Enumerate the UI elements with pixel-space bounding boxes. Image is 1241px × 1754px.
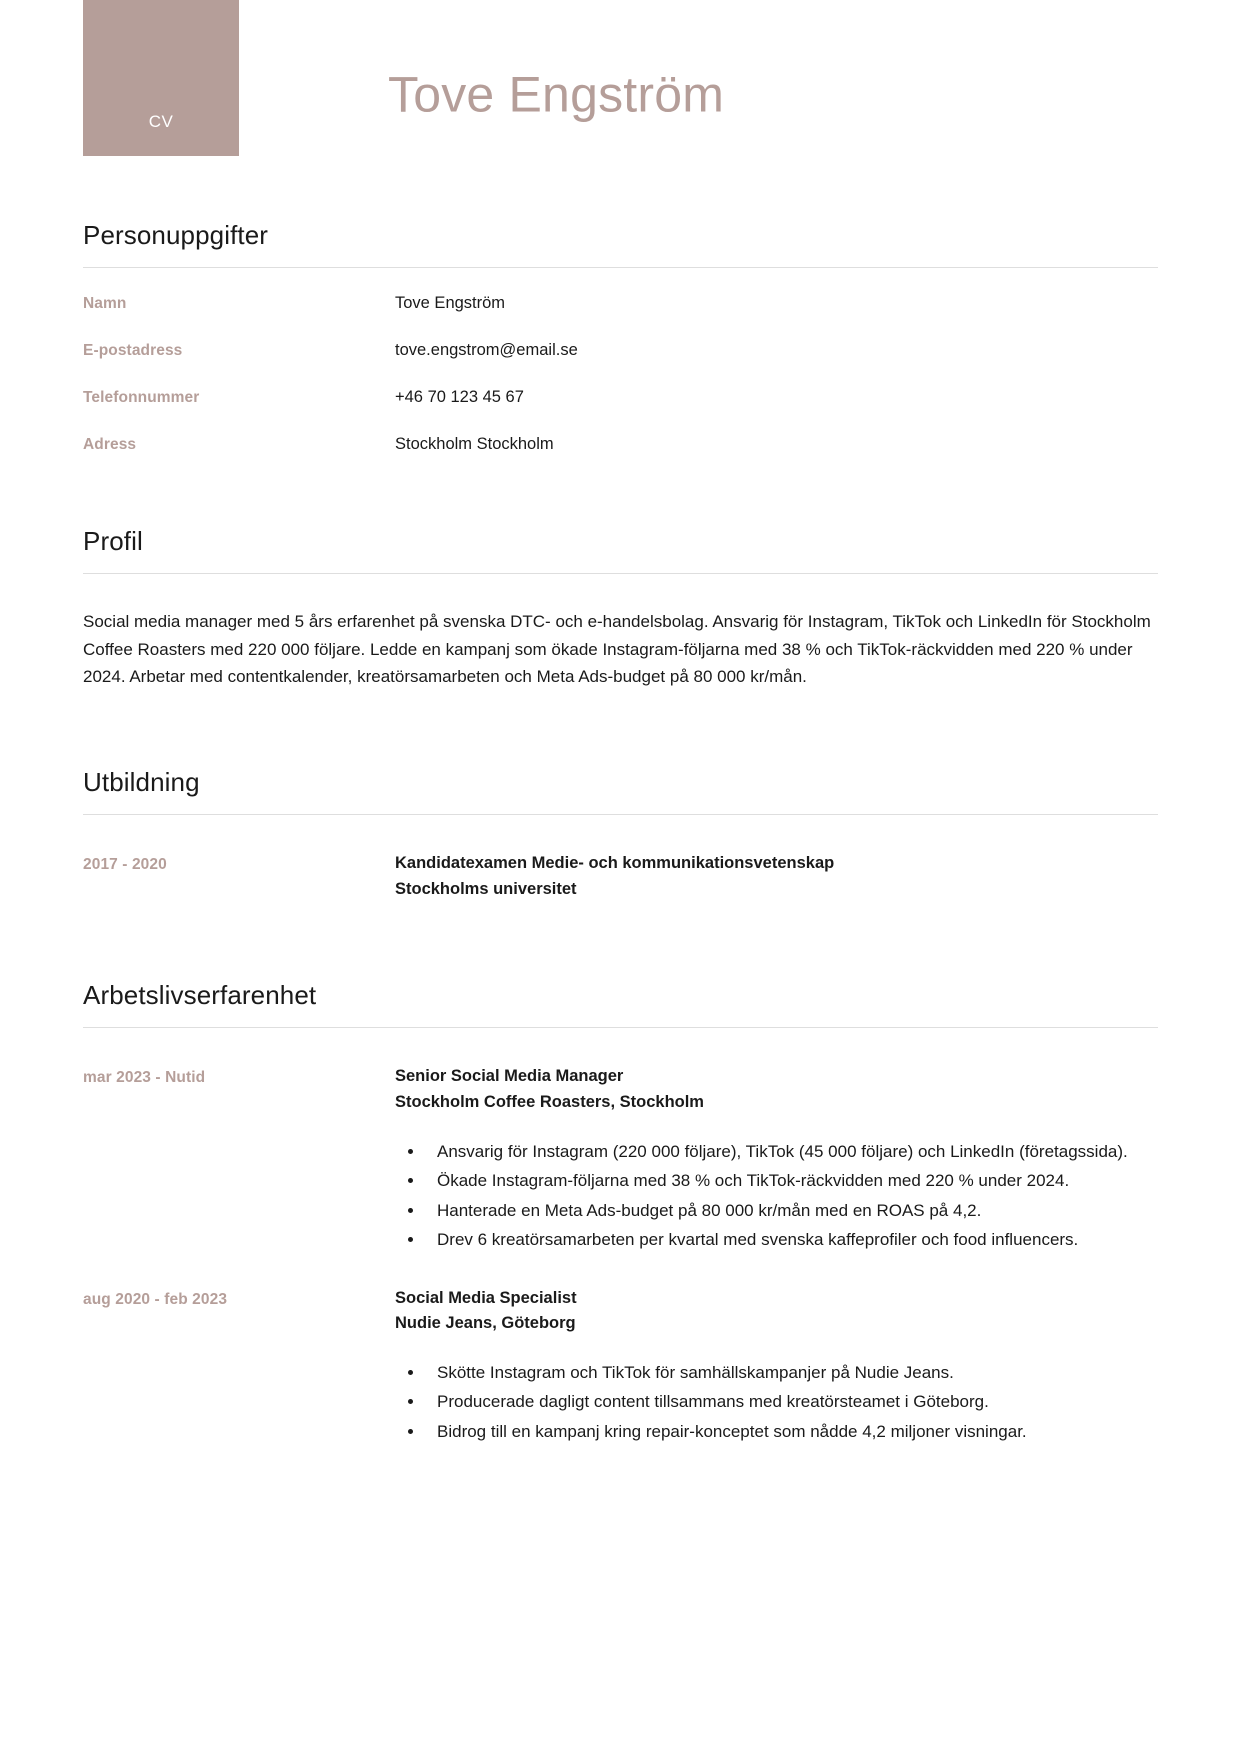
entry-date: 2017 - 2020 <box>83 856 167 874</box>
section-divider <box>83 267 1158 268</box>
detail-value: Stockholm Stockholm <box>395 435 554 454</box>
bullet-item: • Drev 6 kreatörsamarbeten per kvartal med svenska kaffeprofiler och food influencers. <box>425 1226 1158 1254</box>
entry-bullet-list <box>395 1138 1158 1254</box>
bullet-item: • Producerade dagligt content tillsammans med kreatörsteamet i Göteborg. <box>425 1388 1158 1416</box>
entry-main <box>395 1064 1158 1255</box>
entry-main <box>395 1286 1158 1448</box>
bullet-item: • Ansvarig för Instagram (220 000 följare), TikTok (45 000 följare) och LinkedIn (företagssida). <box>425 1138 1158 1166</box>
entry-main <box>395 851 1158 902</box>
section-divider <box>83 573 1158 574</box>
detail-value: Tove Engström <box>395 294 506 313</box>
bullet-item: • Hanterade en Meta Ads-budget på 80 000 kr/mån med en ROAS på 4,2. <box>425 1197 1158 1225</box>
section-profile <box>83 526 1158 691</box>
section-education <box>83 767 1158 902</box>
entry-date: mar 2023 - Nutid <box>83 1069 206 1087</box>
education-entry <box>83 851 1158 902</box>
section-title-personal: Personuppgifter <box>83 220 269 250</box>
entry-title: Social Media Specialist <box>395 1288 577 1307</box>
detail-label: Namn <box>83 295 127 313</box>
entry-subtitle: Nudie Jeans, Göteborg <box>395 1314 576 1333</box>
detail-row <box>83 294 1158 313</box>
bullet-item: • Bidrog till en kampanj kring repair-konceptet som nådde 4,2 miljoner visningar. <box>425 1418 1158 1446</box>
section-title-profile: Profil <box>83 526 143 557</box>
section-divider <box>83 1027 1158 1028</box>
detail-row <box>83 435 1158 454</box>
section-experience <box>83 980 1158 1447</box>
detail-value: +46 70 123 45 67 <box>395 388 524 407</box>
section-divider <box>83 814 1158 815</box>
section-personal-details <box>83 220 1158 454</box>
detail-value: tove.engstrom@email.se <box>395 341 578 360</box>
entry-title: Kandidatexamen Medie- och kommunikationsvetenskap <box>395 854 835 873</box>
profile-text: Social media manager med 5 års erfarenhet på svenska DTC- och e-handelsbolag. Ansvarig för Instagram, TikTok och LinkedIn för Stockholm Coffee Roasters med 220 000 följare. Ledde en kampanj som ökade Instagram-följarna med 38 % och TikTok-räckvidden med 220 % under 2024. Arbetar med contentkalender, kreatörsamarbeten och Meta Ads-budget på 80 000 kr/mån. <box>83 612 1151 687</box>
personal-details-list <box>83 294 1158 454</box>
detail-row <box>83 341 1158 360</box>
entry-subtitle: Stockholms universitet <box>395 879 577 898</box>
entry-date: aug 2020 - feb 2023 <box>83 1290 228 1308</box>
detail-label: Telefonnummer <box>83 389 200 407</box>
experience-entry <box>83 1286 1158 1448</box>
detail-label: E-postadress <box>83 342 183 360</box>
bullet-item: • Ökade Instagram-följarna med 38 % och TikTok-räckvidden med 220 % under 2024. <box>425 1167 1158 1195</box>
detail-row <box>83 388 1158 407</box>
entry-subtitle: Stockholm Coffee Roasters, Stockholm <box>395 1093 704 1112</box>
cv-header <box>0 0 1241 158</box>
page-title: Tove Engström <box>388 66 725 123</box>
bullet-item: • Skötte Instagram och TikTok för samhällskampanjer på Nudie Jeans. <box>425 1359 1158 1387</box>
cv-badge <box>83 0 239 156</box>
section-title-education: Utbildning <box>83 766 200 797</box>
experience-entry <box>83 1064 1158 1255</box>
section-title-experience: Arbetslivserfarenhet <box>83 980 317 1011</box>
cv-body <box>0 220 1241 1447</box>
entry-title: Senior Social Media Manager <box>395 1067 624 1086</box>
entry-bullet-list <box>395 1359 1158 1446</box>
detail-label: Adress <box>83 436 137 454</box>
cv-badge-label: CV <box>148 112 174 131</box>
